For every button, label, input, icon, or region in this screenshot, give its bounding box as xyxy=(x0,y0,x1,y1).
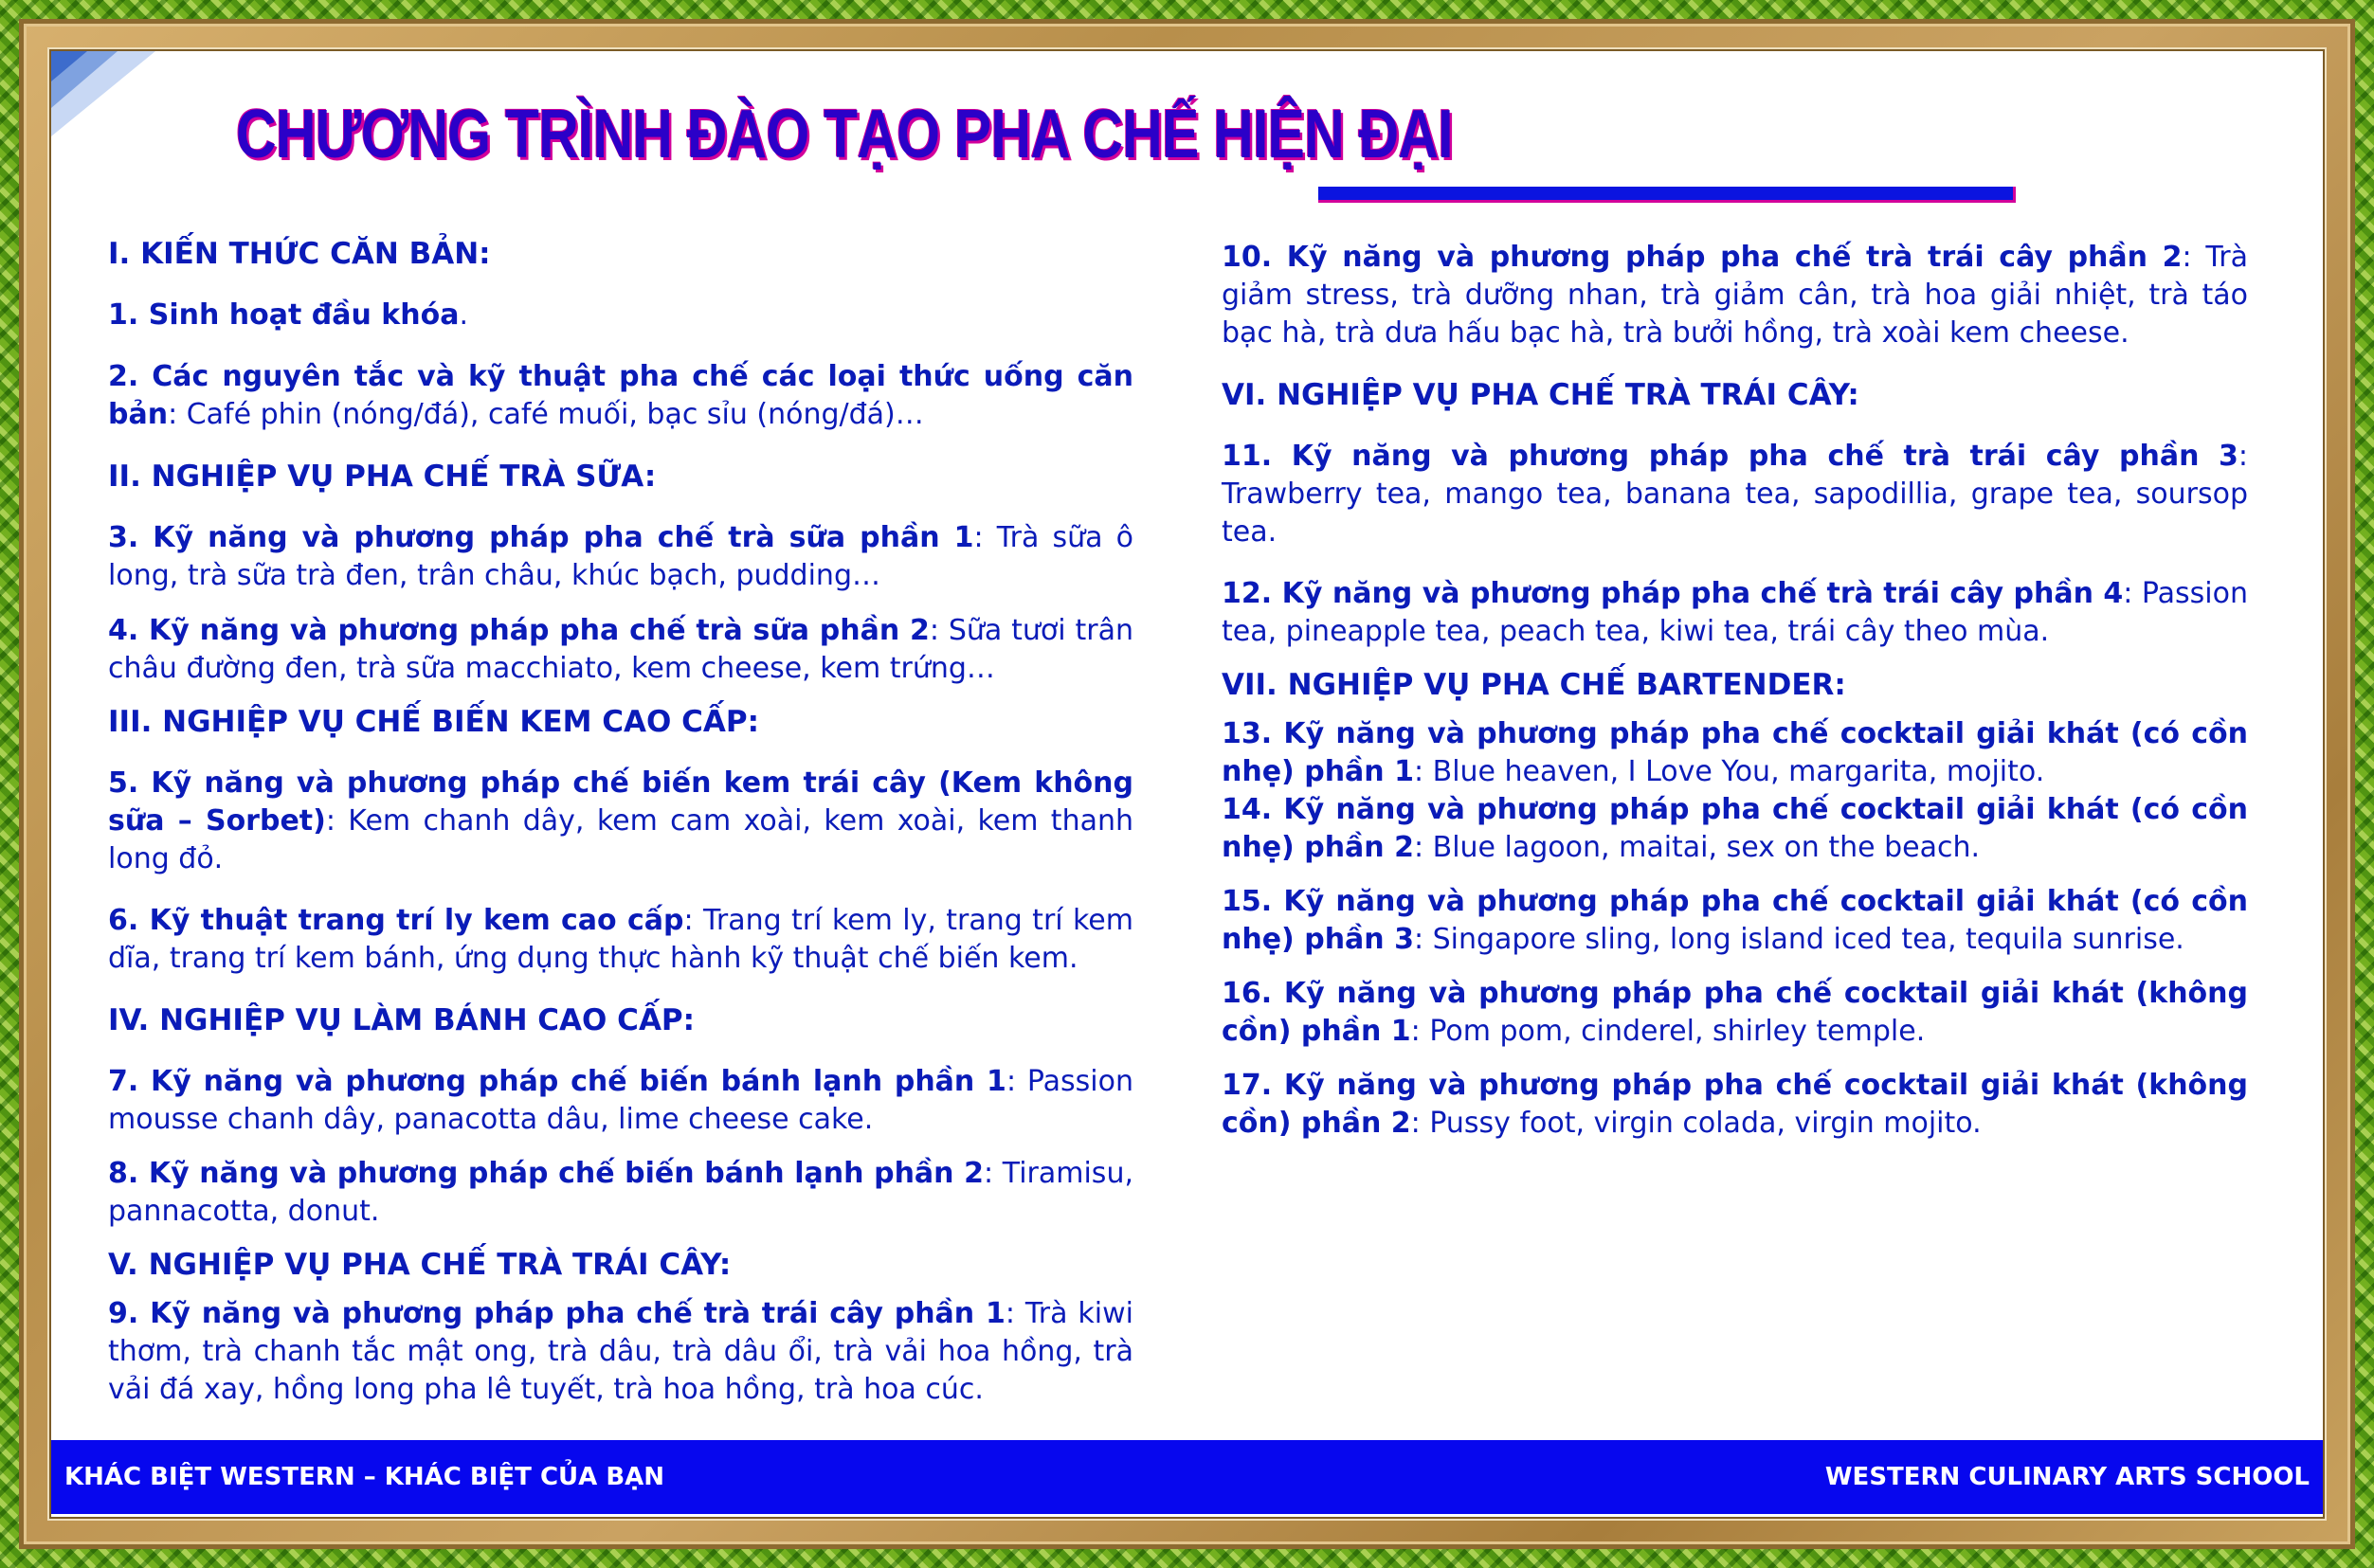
item-title: 1. Sinh hoạt đầu khóa xyxy=(108,298,460,332)
item-description: : Pom pom, cinderel, shirley temple. xyxy=(1410,1015,1926,1048)
item-title: 13. Kỹ năng và phương pháp pha chế cocktail giải khát (có cồn nhẹ) phần 1 xyxy=(1222,717,2248,788)
list-item-11 xyxy=(1222,438,2248,551)
item-title: 4. Kỹ năng và phương pháp pha chế trà sữa phần 2 xyxy=(108,614,930,647)
list-item-3 xyxy=(108,519,1133,595)
list-item-8 xyxy=(108,1155,1133,1231)
list-item-4 xyxy=(108,612,1133,688)
item-title: 15. Kỹ năng và phương pháp pha chế cocktail giải khát (có cồn nhẹ) phần 3 xyxy=(1222,885,2248,956)
list-item-6 xyxy=(108,902,1133,978)
list-item-17 xyxy=(1222,1067,2248,1143)
item-title: 3. Kỹ năng và phương pháp pha chế trà sữa phần 1 xyxy=(108,521,974,554)
item-title: 17. Kỹ năng và phương pháp pha chế cocktail giải khát (không cồn) phần 2 xyxy=(1222,1069,2248,1140)
item-description: : Trawberry tea, mango tea, banana tea, sapodillia, grape tea, soursop tea. xyxy=(1222,440,2248,549)
list-item-14 xyxy=(1222,791,2248,867)
item-description: : Blue heaven, I Love You, margarita, mojito. xyxy=(1413,755,2045,788)
item-description: : Café phin (nóng/đá), café muối, bạc sỉu (nóng/đá)… xyxy=(168,398,924,431)
page-corner-fold-icon xyxy=(51,51,155,155)
item-title: 16. Kỹ năng và phương pháp pha chế cocktail giải khát (không cồn) phần 1 xyxy=(1222,977,2248,1048)
item-title: 10. Kỹ năng và phương pháp pha chế trà trái cây phần 2 xyxy=(1222,241,2183,274)
section-heading-4: IV. NGHIỆP VỤ LÀM BÁNH CAO CẤP: xyxy=(108,1003,696,1037)
item-description: : Singapore sling, long island iced tea, tequila sunrise. xyxy=(1413,923,2184,956)
item-description: : Tiramisu, pannacotta, donut. xyxy=(108,1157,1133,1228)
item-description: . xyxy=(459,298,468,332)
content-panel xyxy=(51,51,2323,1517)
item-description: : Passion mousse chanh dây, panacotta dâu, lime cheese cake. xyxy=(108,1065,1134,1136)
item-title: 7. Kỹ năng và phương pháp chế biến bánh lạnh phần 1 xyxy=(108,1065,1006,1098)
section-heading-1: I. KIẾN THỨC CĂN BẢN: xyxy=(108,237,491,271)
footer-slogan: KHÁC BIỆT WESTERN – KHÁC BIỆT CỦA BẠN xyxy=(64,1463,665,1491)
list-item-9 xyxy=(108,1295,1133,1409)
list-item-16 xyxy=(1222,975,2248,1051)
title-underline-bar xyxy=(1318,187,2016,203)
item-description: : Trà sữa ô long, trà sữa trà đen, trân châu, khúc bạch, pudding… xyxy=(108,521,1133,592)
item-title: 2. Các nguyên tắc và kỹ thuật pha chế các loại thức uống căn bản xyxy=(108,360,1133,431)
item-title: 6. Kỹ thuật trang trí ly kem cao cấp xyxy=(108,904,684,937)
item-title: 9. Kỹ năng và phương pháp pha chế trà trái cây phần 1 xyxy=(108,1297,1006,1330)
list-item-12 xyxy=(1222,575,2248,651)
item-description: : Trà kiwi thơm, trà chanh tắc mật ong, trà dâu, trà dâu ổi, trà vải hoa hồng, trà vải đá xay, hồng long pha lê tuyết, trà hoa hồng, trà hoa cúc. xyxy=(108,1297,1133,1406)
item-description: : Kem chanh dây, kem cam xoài, kem xoài, kem thanh long đỏ. xyxy=(108,804,1133,875)
section-heading-6: VI. NGHIỆP VỤ PHA CHẾ TRÀ TRÁI CÂY: xyxy=(1222,378,1859,412)
section-heading-5: V. NGHIỆP VỤ PHA CHẾ TRÀ TRÁI CÂY: xyxy=(108,1248,732,1282)
item-title: 11. Kỹ năng và phương pháp pha chế trà trái cây phần 3 xyxy=(1222,440,2238,473)
list-item-15 xyxy=(1222,883,2248,959)
item-title: 5. Kỹ năng và phương pháp chế biến kem trái cây (Kem không sữa – Sorbet) xyxy=(108,766,1133,838)
list-item-2 xyxy=(108,358,1133,434)
left-column xyxy=(108,235,1133,1409)
section-heading-2: II. NGHIỆP VỤ PHA CHẾ TRÀ SỮA: xyxy=(108,460,657,494)
list-item-1 xyxy=(108,297,1133,334)
section-heading-7: VII. NGHIỆP VỤ PHA CHẾ BARTENDER: xyxy=(1222,668,1846,702)
list-item-13 xyxy=(1222,715,2248,791)
item-description: : Sữa tươi trân châu đường đen, trà sữa macchiato, kem cheese, kem trứng… xyxy=(108,614,1133,685)
item-description: : Trang trí kem ly, trang trí kem dĩa, trang trí kem bánh, ứng dụng thực hành kỹ thuật chế biến kem. xyxy=(108,904,1133,975)
footer-bar xyxy=(51,1440,2323,1514)
item-description: : Pussy foot, virgin colada, virgin mojito. xyxy=(1410,1107,1982,1140)
right-column xyxy=(1222,239,2248,1143)
item-description: : Trà giảm stress, trà dưỡng nhan, trà giảm cân, trà hoa giải nhiệt, trà táo bạc hà, trà dưa hấu bạc hà, trà bưởi hồng, trà xoài kem cheese. xyxy=(1222,241,2248,350)
list-item-5 xyxy=(108,765,1133,878)
item-title: 8. Kỹ năng và phương pháp chế biến bánh lạnh phần 2 xyxy=(108,1157,984,1190)
list-item-10 xyxy=(1222,239,2248,352)
item-description: : Blue lagoon, maitai, sex on the beach. xyxy=(1413,831,1981,864)
footer-school-name: WESTERN CULINARY ARTS SCHOOL xyxy=(1824,1463,2310,1491)
section-heading-3: III. NGHIỆP VỤ CHẾ BIẾN KEM CAO CẤP: xyxy=(108,705,760,739)
item-description: : Passion tea, pineapple tea, peach tea, kiwi tea, trái cây theo mùa. xyxy=(1222,577,2249,648)
page-title: CHƯƠNG TRÌNH ĐÀO TẠO PHA CHẾ HIỆN ĐẠI xyxy=(236,97,1453,172)
item-title: 14. Kỹ năng và phương pháp pha chế cocktail giải khát (có cồn nhẹ) phần 2 xyxy=(1222,793,2248,864)
item-title: 12. Kỹ năng và phương pháp pha chế trà trái cây phần 4 xyxy=(1222,577,2124,610)
list-item-7 xyxy=(108,1063,1133,1139)
